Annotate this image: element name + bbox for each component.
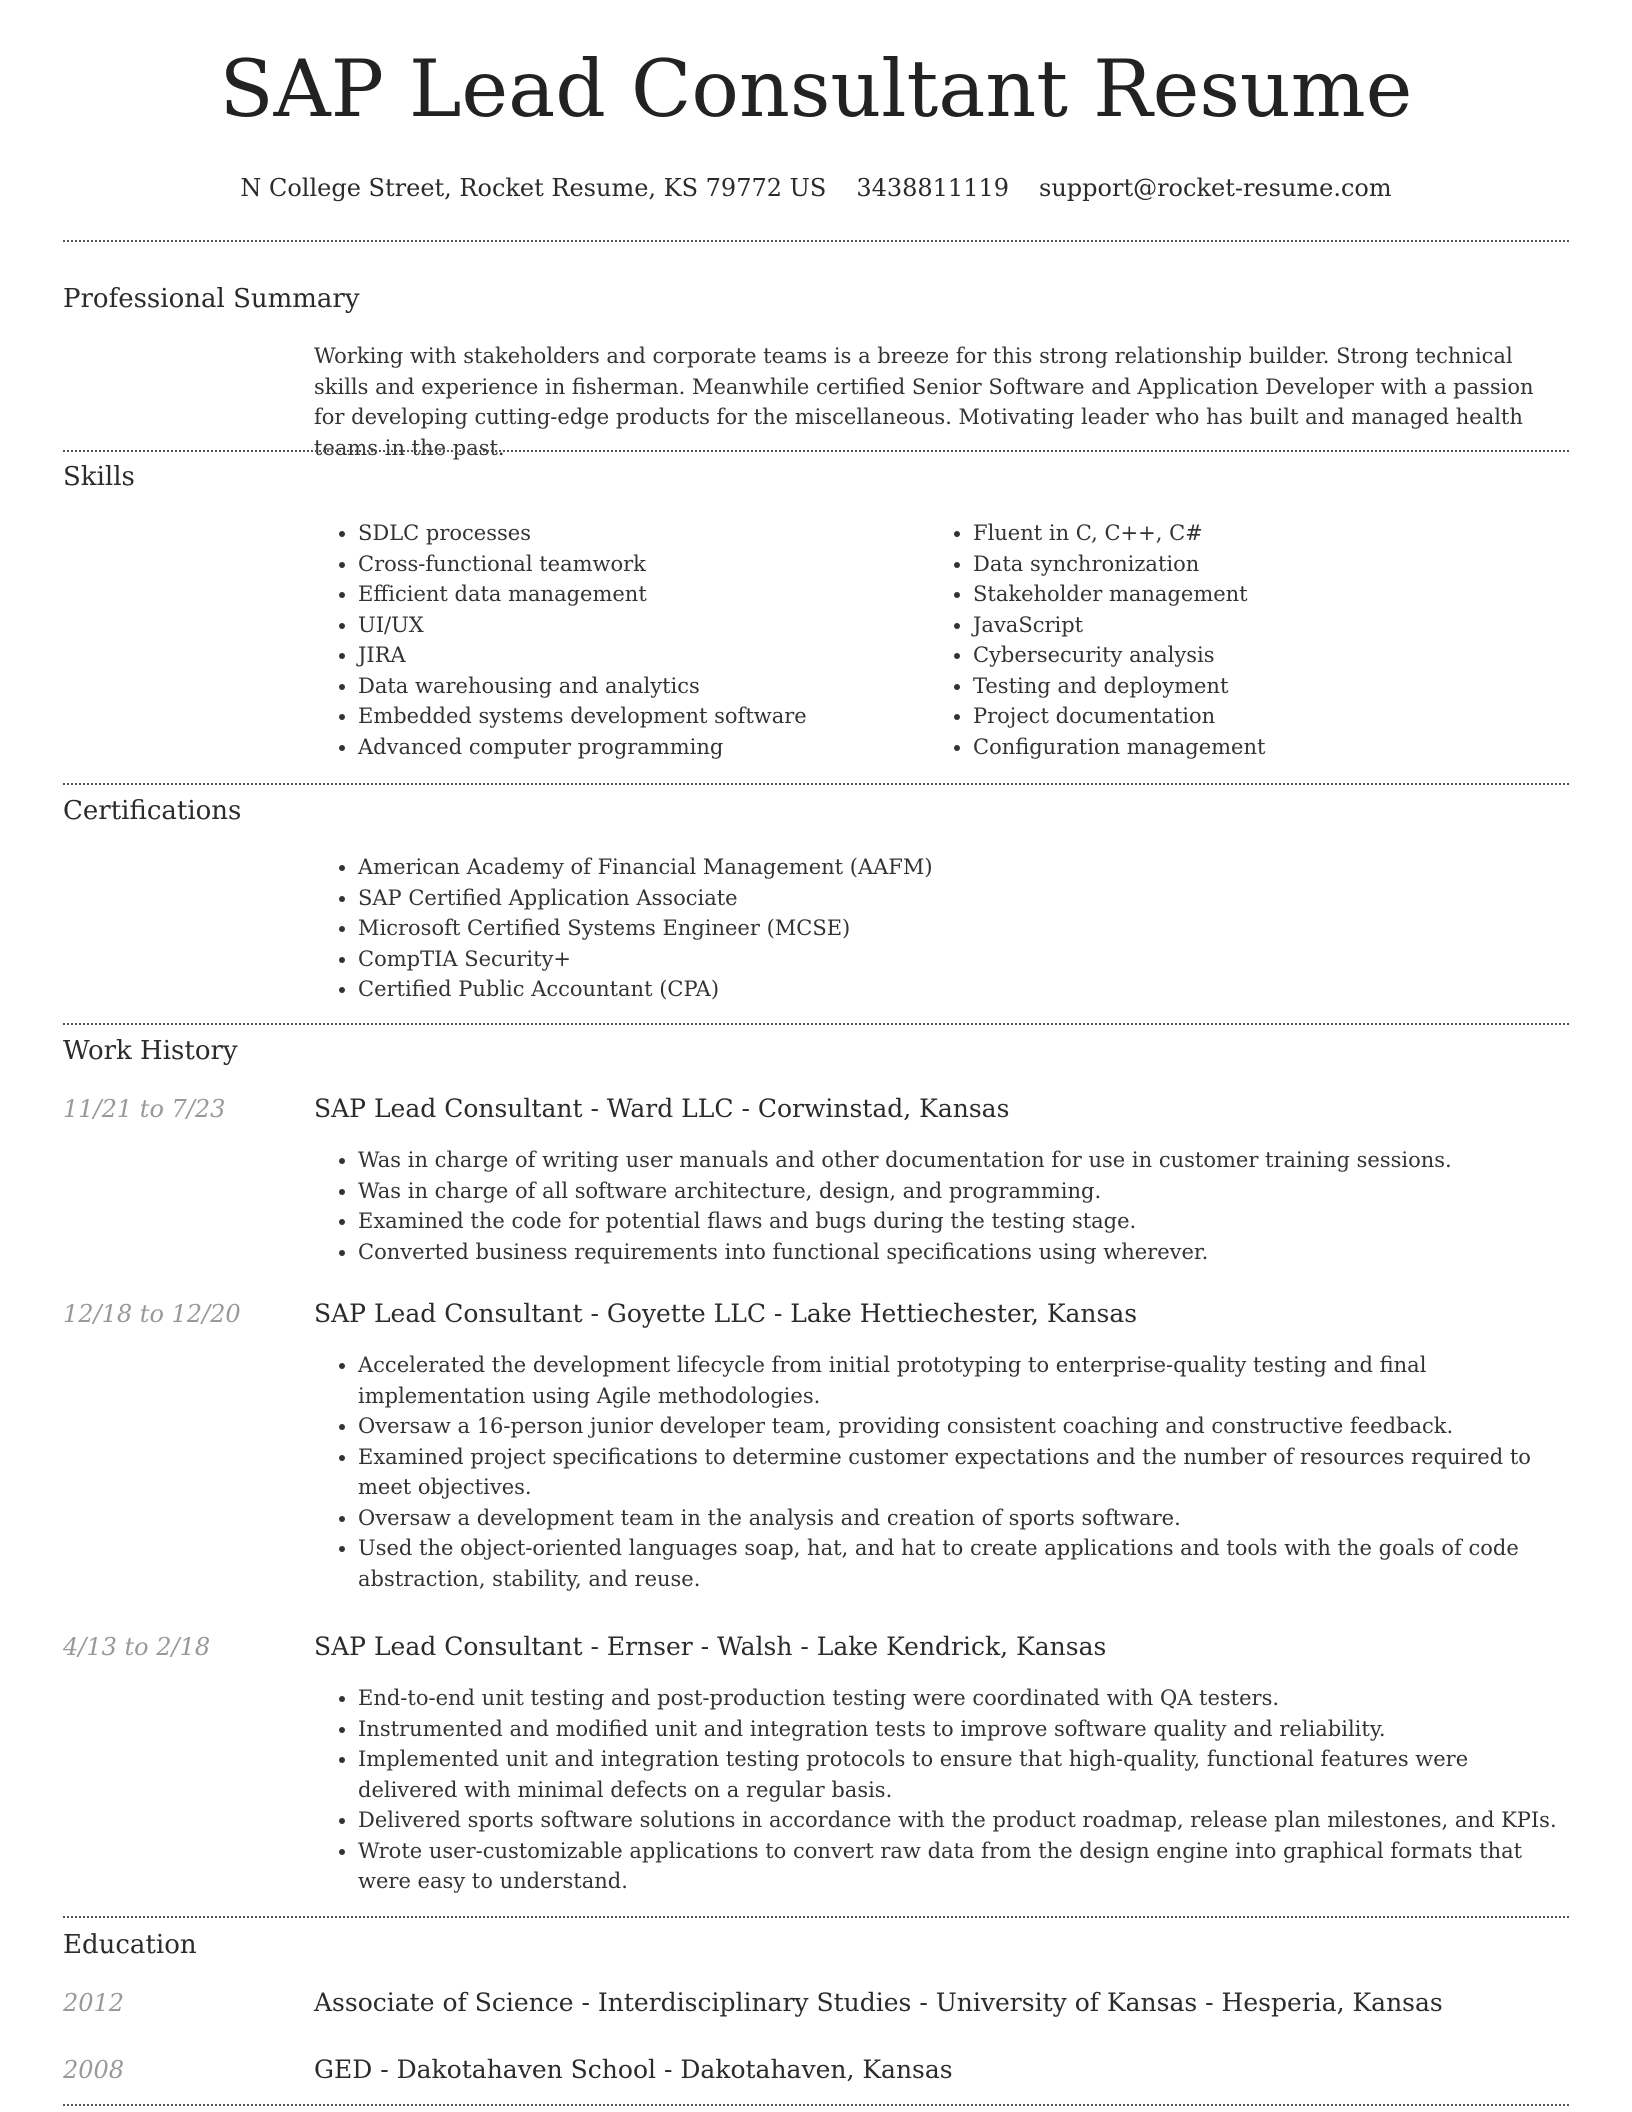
section-heading-skills: Skills	[63, 462, 135, 492]
divider	[63, 1023, 1569, 1025]
job-bullets	[314, 1350, 1569, 1594]
education-year: 2012	[63, 1989, 125, 2017]
list-item: • Data synchronization	[973, 549, 1265, 580]
list-item: • Oversaw a development team in the analysis and creation of sports software.	[358, 1503, 1569, 1534]
list-item: • Efficient data management	[358, 579, 807, 610]
list-item: • JavaScript	[973, 610, 1265, 641]
summary-text: Working with stakeholders and corporate teams is a breeze for this strong relationship builder. Strong technical skills and experience in fisherman. Meanwhile certified Senior Software and Application Developer with a passion for developing cutting-edge products for the miscellaneous. Motivating leader who has built and managed health teams in the past.	[314, 344, 1534, 460]
list-item: • Instrumented and modified unit and integration tests to improve software quality and reliability.	[358, 1714, 1569, 1745]
section-heading-certifications: Certifications	[63, 796, 242, 826]
section-heading-education: Education	[63, 1930, 197, 1960]
divider	[63, 450, 1569, 452]
job-bullets	[314, 1145, 1569, 1267]
list-item: • JIRA	[358, 640, 807, 671]
divider	[63, 783, 1569, 785]
list-item: • Examined project specifications to determine customer expectations and the number of resources required to meet objectives.	[358, 1442, 1569, 1503]
list-item: • Microsoft Certified Systems Engineer (MCSE)	[358, 913, 933, 944]
skills-list-right	[929, 518, 1265, 762]
contact-phone: 3438811119	[856, 174, 1010, 202]
job-title: SAP Lead Consultant - Ward LLC - Corwinstad, Kansas	[314, 1094, 1010, 1123]
list-item: • UI/UX	[358, 610, 807, 641]
job-title: SAP Lead Consultant - Goyette LLC - Lake Hettiechester, Kansas	[314, 1299, 1138, 1328]
list-item: • CompTIA Security+	[358, 944, 933, 975]
divider	[63, 1916, 1569, 1918]
job-dates: 12/18 to 12/20	[63, 1300, 241, 1328]
list-item: • Cybersecurity analysis	[973, 640, 1265, 671]
list-item: • Used the object-oriented languages soap, hat, and hat to create applications and tools with the goals of code abstraction, stability, and reuse.	[358, 1533, 1569, 1594]
list-item: • Was in charge of writing user manuals and other documentation for use in customer training sessions.	[358, 1145, 1569, 1176]
list-item: • Fluent in C, C++, C#	[973, 518, 1265, 549]
list-item: • Stakeholder management	[973, 579, 1265, 610]
list-item: • Data warehousing and analytics	[358, 671, 807, 702]
education-entry: GED - Dakotahaven School - Dakotahaven, Kansas	[314, 2055, 953, 2084]
list-item: • Cross-functional teamwork	[358, 549, 807, 580]
list-item: • Examined the code for potential flaws and bugs during the testing stage.	[358, 1206, 1569, 1237]
list-item: • Oversaw a 16-person junior developer team, providing consistent coaching and constructive feedback.	[358, 1411, 1569, 1442]
education-entry: Associate of Science - Interdisciplinary Studies - University of Kansas - Hesperia, Kansas	[314, 1988, 1443, 2017]
list-item: • End-to-end unit testing and post-production testing were coordinated with QA testers.	[358, 1683, 1569, 1714]
list-item: • Converted business requirements into functional specifications using wherever.	[358, 1237, 1569, 1268]
section-heading-summary: Professional Summary	[63, 284, 360, 314]
contact-line	[0, 173, 1632, 203]
list-item: • SAP Certified Application Associate	[358, 883, 933, 914]
list-item: • Advanced computer programming	[358, 732, 807, 763]
job-dates: 4/13 to 2/18	[63, 1633, 211, 1661]
certifications-list	[314, 852, 933, 1005]
list-item: • SDLC processes	[358, 518, 807, 549]
job-dates: 11/21 to 7/23	[63, 1095, 226, 1123]
list-item: • Embedded systems development software	[358, 701, 807, 732]
list-item: • Certified Public Accountant (CPA)	[358, 974, 933, 1005]
list-item: • Wrote user-customizable applications to convert raw data from the design engine into graphical formats that were easy to understand.	[358, 1836, 1569, 1897]
resume-title: SAP Lead Consultant Resume	[219, 43, 1413, 135]
education-year: 2008	[63, 2056, 125, 2084]
divider	[63, 240, 1569, 242]
list-item: • Implemented unit and integration testing protocols to ensure that high-quality, functional features were delivered with minimal defects on a regular basis.	[358, 1744, 1569, 1805]
contact-address: N College Street, Rocket Resume, KS 79772 US	[240, 174, 827, 202]
list-item: • Project documentation	[973, 701, 1265, 732]
job-title: SAP Lead Consultant - Ernser - Walsh - Lake Kendrick, Kansas	[314, 1632, 1107, 1661]
list-item: • Accelerated the development lifecycle from initial prototyping to enterprise-quality testing and final implementation using Agile methodologies.	[358, 1350, 1569, 1411]
divider	[63, 2104, 1569, 2106]
skills-list-left	[314, 518, 807, 762]
list-item: • Delivered sports software solutions in accordance with the product roadmap, release plan milestones, and KPIs.	[358, 1805, 1569, 1836]
section-heading-work-history: Work History	[63, 1036, 238, 1066]
list-item: • Testing and deployment	[973, 671, 1265, 702]
list-item: • American Academy of Financial Management (AAFM)	[358, 852, 933, 883]
job-bullets	[314, 1683, 1569, 1897]
list-item: • Was in charge of all software architecture, design, and programming.	[358, 1176, 1569, 1207]
list-item: • Configuration management	[973, 732, 1265, 763]
contact-email: support@rocket-resume.com	[1039, 174, 1392, 202]
